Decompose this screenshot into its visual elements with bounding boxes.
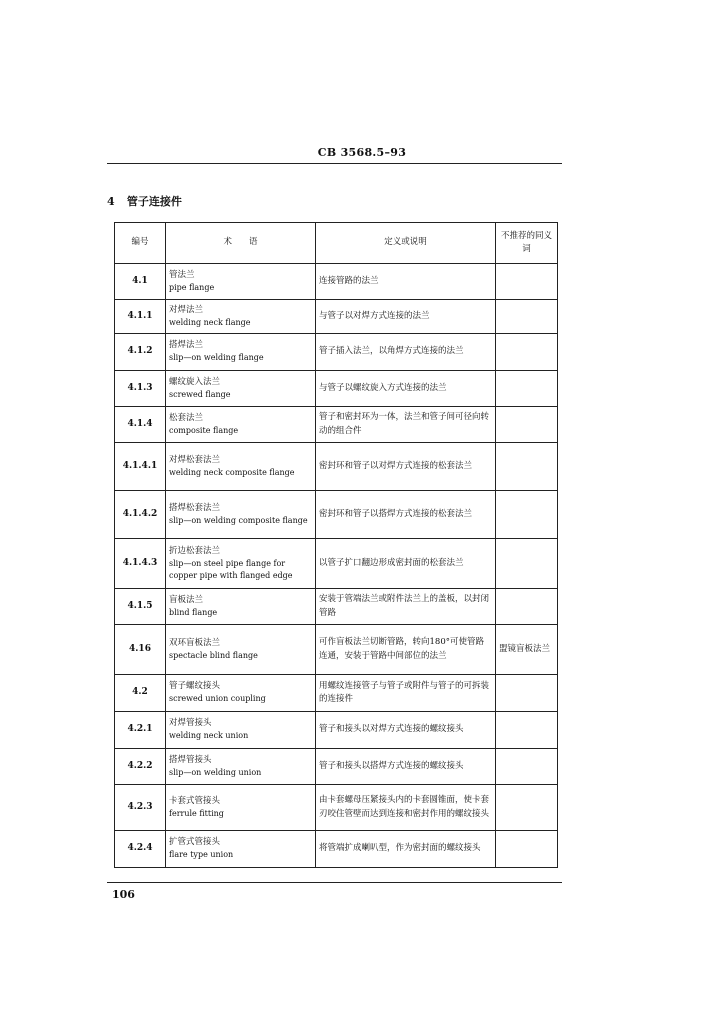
term-cell [166, 443, 316, 491]
table-row [115, 491, 558, 539]
term-number: 4.1.4.1 [115, 443, 166, 491]
definition-cell [316, 300, 496, 334]
term-number: 4.1.5 [115, 589, 166, 625]
term-english: slip—on welding flange [169, 353, 264, 363]
header-rule [107, 163, 562, 164]
table-row [115, 675, 558, 712]
definition-text: 可作盲板法兰切断管路，转向180°可使管路连通，安装于管路中间部位的法兰 [319, 637, 484, 661]
definition-text: 连接管路的法兰 [319, 275, 379, 286]
term-chinese: 搭焊法兰 [169, 340, 204, 351]
term-number: 4.1.4.3 [115, 539, 166, 589]
definition-cell [316, 539, 496, 589]
term-chinese: 搭焊松套法兰 [169, 502, 221, 513]
table-row [115, 407, 558, 443]
term-cell [166, 539, 316, 589]
synonym-cell [496, 491, 558, 539]
term-chinese: 卡套式管接头 [169, 795, 221, 806]
synonym-cell [496, 539, 558, 589]
term-english: screwed union coupling [169, 694, 266, 704]
table-row [115, 443, 558, 491]
section-number: 4 [107, 195, 115, 208]
term-cell [166, 831, 316, 868]
synonym-cell [496, 407, 558, 443]
table-row [115, 749, 558, 785]
definition-text: 密封环和管子以对焊方式连接的松套法兰 [319, 460, 473, 471]
definition-text: 管子和接头以搭焊方式连接的螺纹接头 [319, 760, 464, 771]
definition-text: 与管子以螺纹旋入方式连接的法兰 [319, 382, 447, 393]
definition-cell [316, 589, 496, 625]
page-number: 106 [112, 888, 135, 901]
definition-text: 用螺纹连接管子与管子或附件与管子的可拆装的连接件 [319, 680, 490, 704]
definition-text: 管子插入法兰，以角焊方式连接的法兰 [319, 346, 464, 357]
synonym-cell [496, 749, 558, 785]
definition-cell [316, 407, 496, 443]
term-chinese: 管子螺纹接头 [169, 681, 221, 692]
term-chinese: 松套法兰 [169, 412, 204, 423]
definition-cell [316, 334, 496, 371]
definition-cell [316, 675, 496, 712]
synonym-cell [496, 443, 558, 491]
table-row [115, 712, 558, 749]
term-number: 4.2 [115, 675, 166, 712]
term-english: spectacle blind flange [169, 650, 258, 660]
col-header-synonym: 不推荐的同义词 [496, 223, 558, 264]
term-number: 4.2.2 [115, 749, 166, 785]
terms-table [114, 222, 558, 868]
synonym-cell: 盟镜盲板法兰 [496, 625, 558, 675]
definition-cell [316, 625, 496, 675]
term-english: welding neck union [169, 731, 249, 741]
term-english: flare type union [169, 850, 234, 860]
table-row [115, 831, 558, 868]
definition-cell [316, 785, 496, 831]
synonym-cell [496, 334, 558, 371]
definition-cell [316, 443, 496, 491]
term-chinese: 对焊法兰 [169, 304, 204, 315]
synonym-cell [496, 371, 558, 407]
col-header-term: 术 语 [166, 223, 316, 264]
term-english: slip—on steel pipe flange for copper pipe with flanged edge [169, 558, 293, 581]
definition-text: 安装于管端法兰或附件法兰上的盖板，以封闭管路 [319, 594, 490, 618]
term-english: slip—on welding composite flange [169, 515, 308, 525]
term-chinese: 螺纹旋入法兰 [169, 376, 221, 387]
term-number: 4.1 [115, 264, 166, 300]
term-number: 4.1.4 [115, 407, 166, 443]
definition-cell [316, 264, 496, 300]
section-heading [107, 193, 182, 209]
synonym-cell [496, 831, 558, 868]
definition-cell [316, 371, 496, 407]
term-chinese: 对焊管接头 [169, 718, 212, 729]
term-number: 4.2.4 [115, 831, 166, 868]
term-chinese: 盲板法兰 [169, 594, 204, 605]
term-english: composite flange [169, 425, 239, 435]
term-number: 4.1.3 [115, 371, 166, 407]
term-cell [166, 712, 316, 749]
term-cell [166, 264, 316, 300]
definition-text: 以管子扩口翻边形成密封面的松套法兰 [319, 557, 464, 568]
definition-cell [316, 831, 496, 868]
term-number: 4.1.4.2 [115, 491, 166, 539]
term-chinese: 双环盲板法兰 [169, 637, 221, 648]
table-row [115, 785, 558, 831]
definition-text: 与管子以对焊方式连接的法兰 [319, 310, 430, 321]
table-row [115, 300, 558, 334]
term-number: 4.1.2 [115, 334, 166, 371]
col-header-number: 编号 [115, 223, 166, 264]
term-number: 4.2.1 [115, 712, 166, 749]
term-cell [166, 749, 316, 785]
definition-text: 将管端扩成喇叭型，作为密封面的螺纹接头 [319, 843, 481, 854]
footer-rule [107, 882, 562, 883]
synonym-cell [496, 675, 558, 712]
term-cell [166, 491, 316, 539]
term-number: 4.1.1 [115, 300, 166, 334]
term-english: welding neck composite flange [169, 467, 295, 477]
term-english: welding neck flange [169, 317, 251, 327]
table-row [115, 625, 558, 675]
term-english: blind flange [169, 607, 218, 617]
term-cell [166, 625, 316, 675]
term-number: 4.2.3 [115, 785, 166, 831]
term-english: slip—on welding union [169, 767, 262, 777]
synonym-cell [496, 300, 558, 334]
term-cell [166, 407, 316, 443]
definition-text: 由卡套螺母压紧接头内的卡套圆锥面，使卡套刃咬住管壁而达到连接和密封作用的螺纹接头 [319, 795, 490, 819]
term-chinese: 折边松套法兰 [169, 545, 221, 556]
definition-cell [316, 491, 496, 539]
term-cell [166, 589, 316, 625]
section-title: 管子连接件 [126, 195, 182, 208]
term-cell [166, 334, 316, 371]
term-english: pipe flange [169, 282, 215, 292]
standard-header: CB 3568.5–93 [317, 146, 407, 159]
synonym-cell [496, 712, 558, 749]
term-english: ferrule fitting [169, 808, 224, 818]
table-row [115, 371, 558, 407]
table-row [115, 539, 558, 589]
term-cell [166, 785, 316, 831]
definition-text: 密封环和管子以搭焊方式连接的松套法兰 [319, 508, 473, 519]
term-chinese: 扩管式管接头 [169, 837, 221, 848]
synonym-cell [496, 589, 558, 625]
synonym-cell [496, 264, 558, 300]
table-row [115, 264, 558, 300]
definition-cell [316, 712, 496, 749]
definition-cell [316, 749, 496, 785]
term-chinese: 搭焊管接头 [169, 754, 212, 765]
definition-text: 管子和接头以对焊方式连接的螺纹接头 [319, 724, 464, 735]
term-cell [166, 371, 316, 407]
term-chinese: 对焊松套法兰 [169, 454, 221, 465]
table-row [115, 589, 558, 625]
term-cell [166, 675, 316, 712]
table-row [115, 334, 558, 371]
synonym-cell [496, 785, 558, 831]
term-number: 4.16 [115, 625, 166, 675]
definition-text: 管子和密封环为一体，法兰和管子间可径向转动的组合件 [319, 412, 490, 436]
table-header-row [115, 223, 558, 264]
col-header-definition: 定义或说明 [316, 223, 496, 264]
term-cell [166, 300, 316, 334]
term-english: screwed flange [169, 389, 231, 399]
term-chinese: 管法兰 [169, 269, 195, 280]
